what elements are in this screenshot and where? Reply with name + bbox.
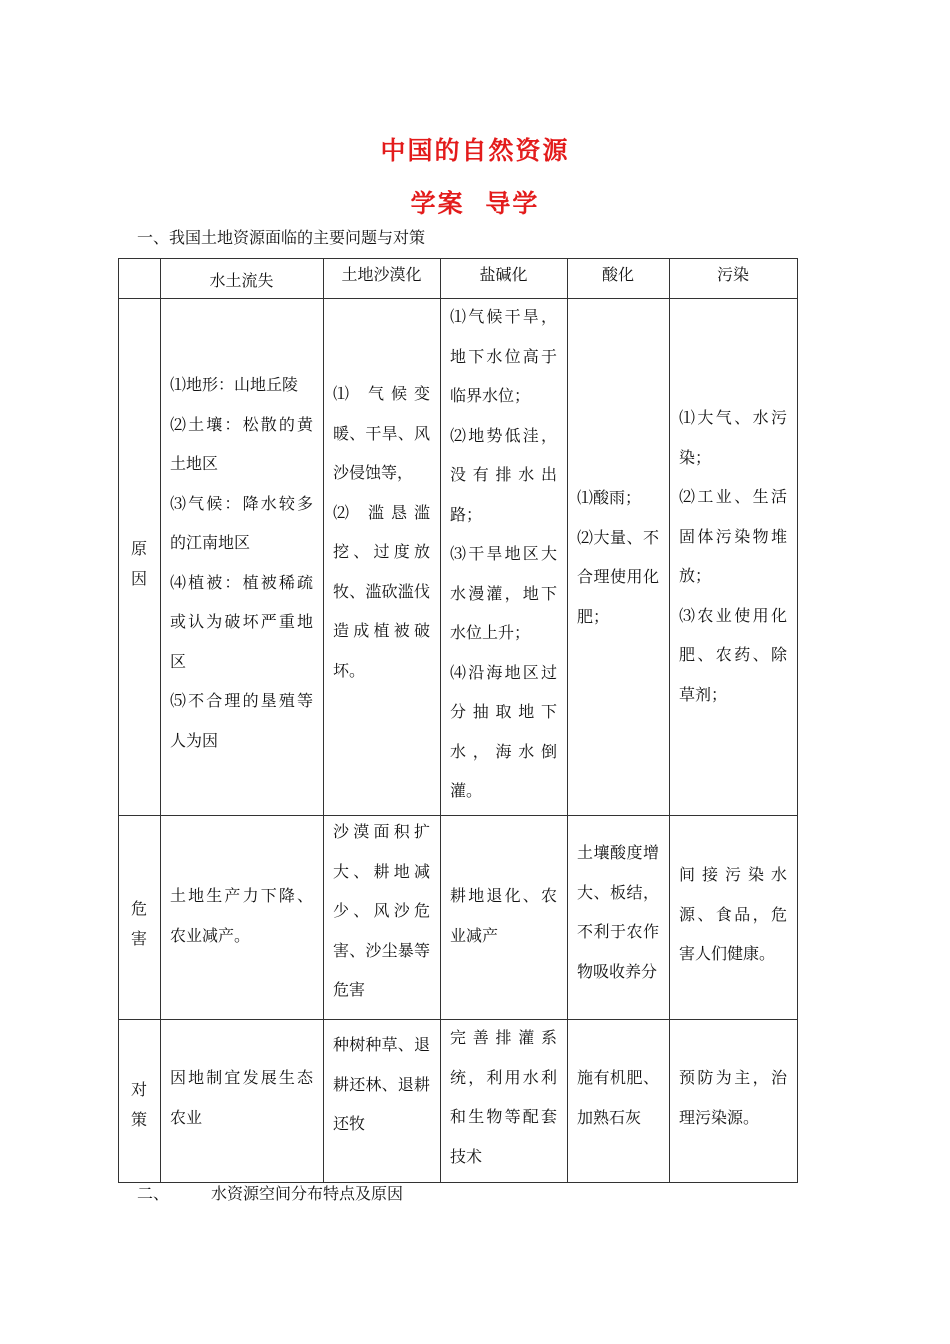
- table-cell: 因地制宜发展生态农业: [170, 1068, 313, 1127]
- page-subtitle: 学案 导学: [410, 189, 540, 218]
- table-header-cell: 盐碱化: [479, 265, 528, 284]
- table-header-cell: 酸化: [601, 265, 634, 284]
- table-cell: 施有机肥、加熟石灰: [577, 1068, 659, 1127]
- table-cell: ⑴地形：山地丘陵 ⑵土壤：松散的黄土地区 ⑶气候：降水较多的江南地区 ⑷植被：植被稀疏或认为破坏严重地区 ⑸不合理的垦殖等人为因: [170, 375, 313, 750]
- table-row-label: 对策: [130, 1080, 147, 1129]
- table-cell: 土地生产力下降、农业减产。: [170, 886, 313, 945]
- table-cell: 间接污染水源、食品，危害人们健康。: [679, 865, 787, 963]
- table-vline: [440, 258, 441, 1183]
- table-header-cell: 污染: [716, 265, 749, 284]
- table-cell: 种树种草、退耕还林、退耕还牧: [333, 1035, 430, 1133]
- table-cell: ⑴大气、水污染； ⑵工业、生活固体污染物堆放； ⑶农业使用化肥、农药、除草剂；: [679, 408, 787, 704]
- table-row-label: 危害: [130, 899, 147, 948]
- table-vline: [797, 258, 798, 1183]
- section-2-number: 二、: [137, 1184, 170, 1203]
- table-cell: 完善排灌系统，利用水利和生物等配套技术: [450, 1028, 557, 1166]
- page-title: 中国的自然资源: [380, 136, 570, 165]
- section-heading-2: [137, 1184, 403, 1204]
- table-hline: [118, 258, 798, 259]
- table-vline: [567, 258, 568, 1183]
- table-cell: 土壤酸度增大、板结，不利于农作物吸收养分: [577, 843, 659, 981]
- table-vline: [118, 258, 119, 1183]
- table-header-cell: 土地沙漠化: [341, 265, 422, 284]
- table-header-cell: 水土流失: [209, 271, 274, 290]
- section-2-text: 水资源空间分布特点及原因: [211, 1184, 404, 1203]
- table-row-label: 原因: [130, 539, 147, 588]
- table-vline: [669, 258, 670, 1183]
- table-cell: ⑴酸雨； ⑵大量、不合理使用化肥；: [577, 488, 659, 626]
- table-vline: [323, 258, 324, 1183]
- table-cell: ⑴ 气候变暖、干旱、风沙侵蚀等， ⑵ 滥恳滥挖、过度放牧、滥砍滥伐造成植被破坏。: [333, 384, 430, 680]
- table-cell: ⑴气候干旱，地下水位高于临界水位； ⑵地势低洼，没有排水出路； ⑶干旱地区大水漫灌，地下水位上升； ⑷沿海地区过分抽取地下水，海水倒灌。: [450, 307, 557, 800]
- table-cell: 沙漠面积扩大、耕地减少、风沙危害、沙尘暴等危害: [333, 822, 430, 999]
- table-cell: 预防为主，治理污染源。: [679, 1068, 787, 1127]
- table-cell: 耕地退化、农业减产: [450, 886, 557, 945]
- section-heading-1: 一、我国土地资源面临的主要问题与对策: [137, 228, 426, 247]
- table-hline: [118, 1182, 798, 1183]
- table-hline: [118, 815, 798, 816]
- table-vline: [160, 258, 161, 1183]
